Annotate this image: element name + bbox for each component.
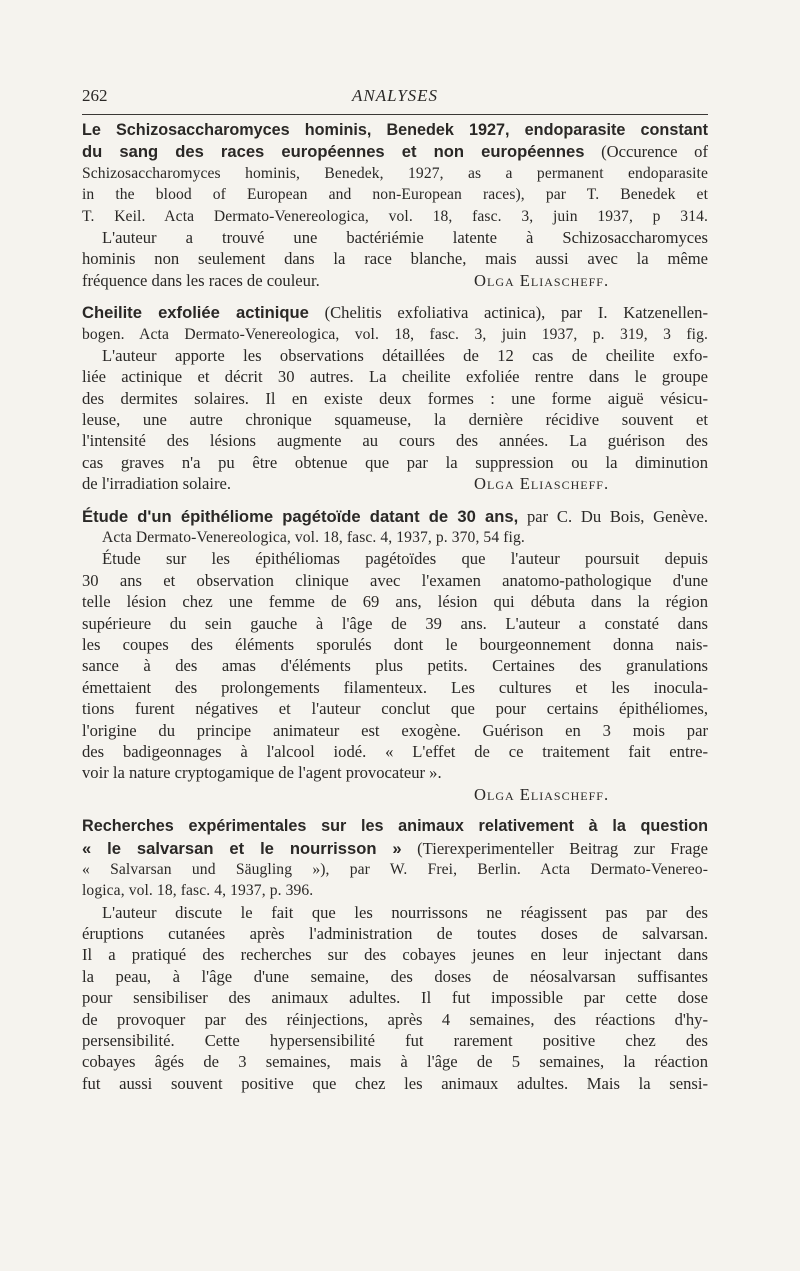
article-body-line: 30 ans et observation clinique avec l'examen anatomo-pathologique d'une (82, 570, 708, 590)
article-original-title: (Occurence of (601, 142, 708, 162)
article-title-part: du sang des races européennes et non européennes (82, 142, 585, 162)
spacer (82, 291, 708, 302)
article-body-line: de provoquer par des réinjections, après 4 semaines, des réactions d'hy- (82, 1009, 708, 1029)
article-body-line: hominis non seulement dans la race blanche, mais aussi avec la même (82, 249, 708, 269)
article-list (82, 120, 708, 1094)
article-body-line: L'auteur a trouvé une bactériémie latente à Schizosaccharomyces (102, 227, 708, 247)
article-cheilite (82, 302, 708, 495)
article-title: Recherches expérimentales sur les animaux relativement à la question (82, 817, 708, 836)
article-citation: logica, vol. 18, fasc. 4, 1937, p. 396. (82, 882, 314, 900)
article-body-line: cobayes âgés de 3 semaines, mais à l'âge de 5 semaines, la réaction (82, 1052, 708, 1072)
article-body-line: tions furent négatives et l'auteur conclut que pour certains épithéliomes, (82, 699, 708, 719)
article-salvarsan (82, 816, 708, 1094)
article-body-line: émettaient des prolongements filamenteux. Les cultures et les inocula- (82, 677, 708, 697)
article-body-line (82, 270, 708, 291)
article-original-title: (Tierexperimenteller Beitrag zur Frage (417, 838, 708, 858)
article-body-line: voir la nature cryptogamique de l'agent provocateur ». (82, 763, 442, 783)
article-body-line: cas graves n'a pu être obtenue que par la suppression ou la diminution (82, 452, 708, 472)
article-body-line: éruptions cutanées après l'administration de toutes doses de salvarsan. (82, 924, 708, 944)
article-body-line: les coupes des éléments sporulés dont le bourgeonnement donna nais- (82, 634, 708, 654)
article-citation: in the blood of European and non-European races), par T. Benedek et (82, 186, 708, 204)
article-citation: « Salvarsan und Säugling »), par W. Frei, Berlin. Acta Dermato-Venereo- (82, 860, 708, 878)
running-title: ANALYSES (351, 86, 439, 105)
article-author: par C. Du Bois, Genève. (526, 506, 708, 526)
article-body-line: la peau, à l'âge d'une semaine, des doses de néosalvarsan suffisantes (82, 966, 708, 986)
article-body-line: leuse, une autre chronique squameuse, la dernière récidive souvent et (82, 410, 708, 430)
spacer (82, 805, 708, 816)
article-title: Cheilite exfoliée actinique (82, 303, 309, 323)
article-original-title: (Chelitis exfoliativa actinica), par I. Katzenellen- (324, 303, 708, 323)
article-body-line: l'intensité des lésions augmente au cours des années. La guérison des (82, 431, 708, 451)
article-body-line: l'origine du principe animateur est exogène. Guérison en 3 mois par (82, 720, 708, 740)
article-schizosaccharomyces (82, 120, 708, 291)
author-signature: Olga Eliascheff. (474, 474, 610, 494)
article-body-line: liée actinique et décrit 30 autres. La cheilite exfoliée rentre dans le groupe (82, 367, 708, 387)
article-citation: Schizosaccharomyces hominis, Benedek, 1927, as a permanent endoparasite (82, 164, 708, 182)
article-body-line: Il a pratiqué des recherches sur des cobayes jeunes en leur injectant dans (82, 945, 708, 965)
signature-line (82, 784, 708, 805)
article-title-line (82, 141, 708, 162)
article-citation: Acta Dermato-Venereologica, vol. 18, fasc. 4, 1937, p. 370, 54 fig. (102, 529, 525, 547)
article-body-line: des badigeonnages à l'alcool iodé. « L'effet de ce traitement fait entre- (82, 741, 708, 761)
author-signature: Olga Eliascheff. (474, 784, 610, 804)
article-body-line: supérieure du sein gauche à l'âge de 39 ans. L'auteur a constaté dans (82, 613, 708, 633)
article-title-line (82, 838, 708, 859)
article-citation: T. Keil. Acta Dermato-Venereologica, vol. 18, fasc. 3, juin 1937, p 314. (82, 207, 708, 225)
article-body-line (82, 473, 708, 494)
article-body-line: sance à des amas d'éléments plus petits. Certaines des granulations (82, 656, 708, 676)
article-body-line: L'auteur discute le fait que les nourrissons ne réagissent pas par des (102, 902, 708, 922)
article-body-line: persensibilité. Cette hypersensibilité fut rarement positive chez des (82, 1031, 708, 1051)
page-header (82, 86, 708, 110)
article-citation: bogen. Acta Dermato-Venereologica, vol. 18, fasc. 3, juin 1937, p. 319, 3 fig. (82, 325, 708, 343)
article-title-part: « le salvarsan et le nourrisson » (82, 838, 402, 858)
author-signature: Olga Eliascheff. (474, 270, 610, 290)
article-epitheliome (82, 506, 708, 805)
header-rule (82, 114, 708, 115)
page-number: 262 (82, 86, 108, 105)
article-body-line: pour sensibiliser des animaux adultes. Il fut impossible par cette dose (82, 988, 708, 1008)
article-title: Le Schizosaccharomyces hominis, Benedek 1927, endoparasite constant (82, 121, 708, 139)
article-body-text: fréquence dans les races de couleur. (82, 270, 320, 290)
article-body-line: L'auteur apporte les observations détaillées de 12 cas de cheilite exfo- (102, 345, 708, 365)
spacer (82, 495, 708, 506)
article-body-line: telle lésion chez une femme de 69 ans, lésion qui débuta dans la région (82, 592, 708, 612)
article-body-line: des dermites solaires. Il en existe deux formes : une forme aiguë vésicu- (82, 388, 708, 408)
article-title-line (82, 506, 708, 527)
article-body-line: fut aussi souvent positive que chez les animaux adultes. Mais la sensi- (82, 1073, 708, 1093)
article-body-line: Étude sur les épithéliomas pagétoïdes que l'auteur poursuit depuis (102, 549, 708, 569)
article-body-text: de l'irradiation solaire. (82, 474, 232, 494)
article-title-line (82, 302, 708, 323)
article-title: Étude d'un épithéliome pagétoïde datant de 30 ans, (82, 506, 519, 526)
